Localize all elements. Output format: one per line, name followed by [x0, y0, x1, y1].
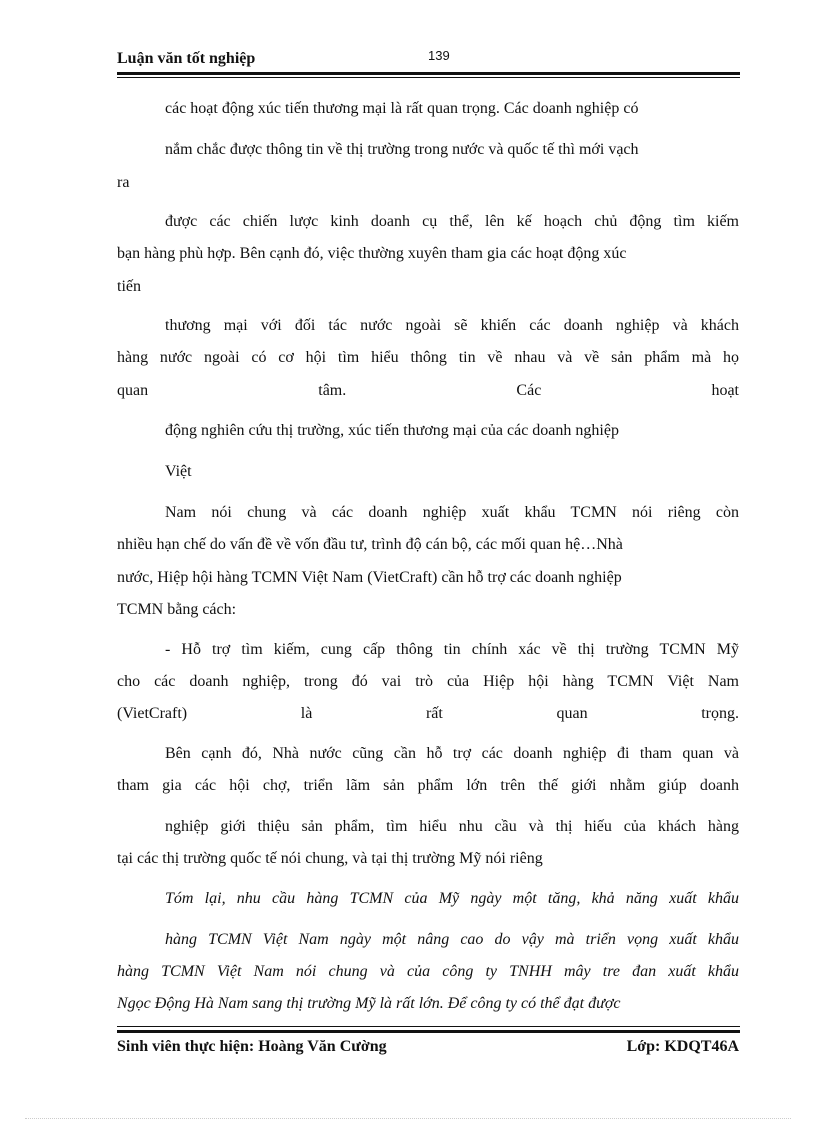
text-line-content: (VietCraft) là rất quan trọng.	[117, 705, 739, 722]
text-line: nhiều hạn chế do vấn đề về vốn đầu tư, trình độ cán bộ, các mối quan hệ…Nhà	[117, 536, 623, 553]
text-line	[117, 382, 739, 400]
text-line: Tóm lại, nhu cầu hàng TCMN của Mỹ ngày một tăng, khả năng xuất khẩu	[165, 890, 739, 907]
text-line: các hoạt động xúc tiến thương mại là rất quan trọng. Các doanh nghiệp có	[165, 100, 639, 117]
text-line: nắm chắc được thông tin về thị trường trong nước và quốc tế thì mới vạch	[165, 141, 639, 158]
page-edge-divider	[25, 1118, 791, 1119]
text-line-content: quan tâm. Các hoạt	[117, 382, 739, 399]
text-line: hàng TCMN Việt Nam nói chung và của công ty TNHH mây tre đan xuất khẩu	[117, 963, 739, 980]
text-line: ra	[117, 174, 130, 191]
header-rule-thick	[117, 72, 740, 75]
footer-student: Sinh viên thực hiện: Hoàng Văn Cường	[117, 1038, 387, 1055]
page-number: 139	[428, 48, 450, 63]
header-title: Luận văn tốt nghiệp	[117, 50, 256, 67]
text-line: TCMN bằng cách:	[117, 601, 237, 618]
text-line: động nghiên cứu thị trường, xúc tiến thương mại của các doanh nghiệp	[165, 422, 619, 439]
text-line: Việt	[165, 463, 192, 480]
text-line: tiến	[117, 278, 141, 295]
header-rule-thin	[117, 77, 740, 78]
text-line: cho các doanh nghiệp, trong đó vai trò của Hiệp hội hàng TCMN Việt Nam	[117, 673, 739, 690]
footer-rule-thick	[117, 1030, 740, 1033]
footer-rule-thin	[117, 1026, 740, 1027]
text-line: thương mại với đối tác nước ngoài sẽ khiến các doanh nghiệp và khách	[165, 317, 739, 334]
text-line: bạn hàng phù hợp. Bên cạnh đó, việc thường xuyên tham gia các hoạt động xúc	[117, 245, 627, 262]
text-line: nghiệp giới thiệu sản phẩm, tìm hiểu nhu cầu và thị hiếu của khách hàng	[165, 818, 739, 835]
text-line: Bên cạnh đó, Nhà nước cũng cần hỗ trợ các doanh nghiệp đi tham quan và	[165, 745, 739, 762]
text-line: tại các thị trường quốc tế nói chung, và tại thị trường Mỹ nói riêng	[117, 850, 543, 867]
footer-class: Lớp: KDQT46A	[626, 1038, 739, 1055]
text-line: nước, Hiệp hội hàng TCMN Việt Nam (VietCraft) cần hỗ trợ các doanh nghiệp	[117, 569, 622, 586]
text-line: được các chiến lược kinh doanh cụ thể, lên kế hoạch chủ động tìm kiếm	[165, 213, 739, 230]
text-line: - Hỗ trợ tìm kiếm, cung cấp thông tin chính xác về thị trường TCMN Mỹ	[165, 641, 739, 658]
text-line: Nam nói chung và các doanh nghiệp xuất khẩu TCMN nói riêng còn	[165, 504, 739, 521]
text-line: tham gia các hội chợ, triển lãm sản phẩm lớn trên thế giới nhằm giúp doanh	[117, 777, 739, 794]
text-line: hàng TCMN Việt Nam ngày một nâng cao do vậy mà triển vọng xuất khẩu	[165, 931, 739, 948]
text-line: Ngọc Động Hà Nam sang thị trường Mỹ là rất lớn. Để công ty có thể đạt được	[117, 995, 621, 1012]
text-line: hàng nước ngoài có cơ hội tìm hiểu thông tin về nhau và về sản phẩm mà họ	[117, 349, 739, 366]
text-line	[117, 705, 739, 723]
